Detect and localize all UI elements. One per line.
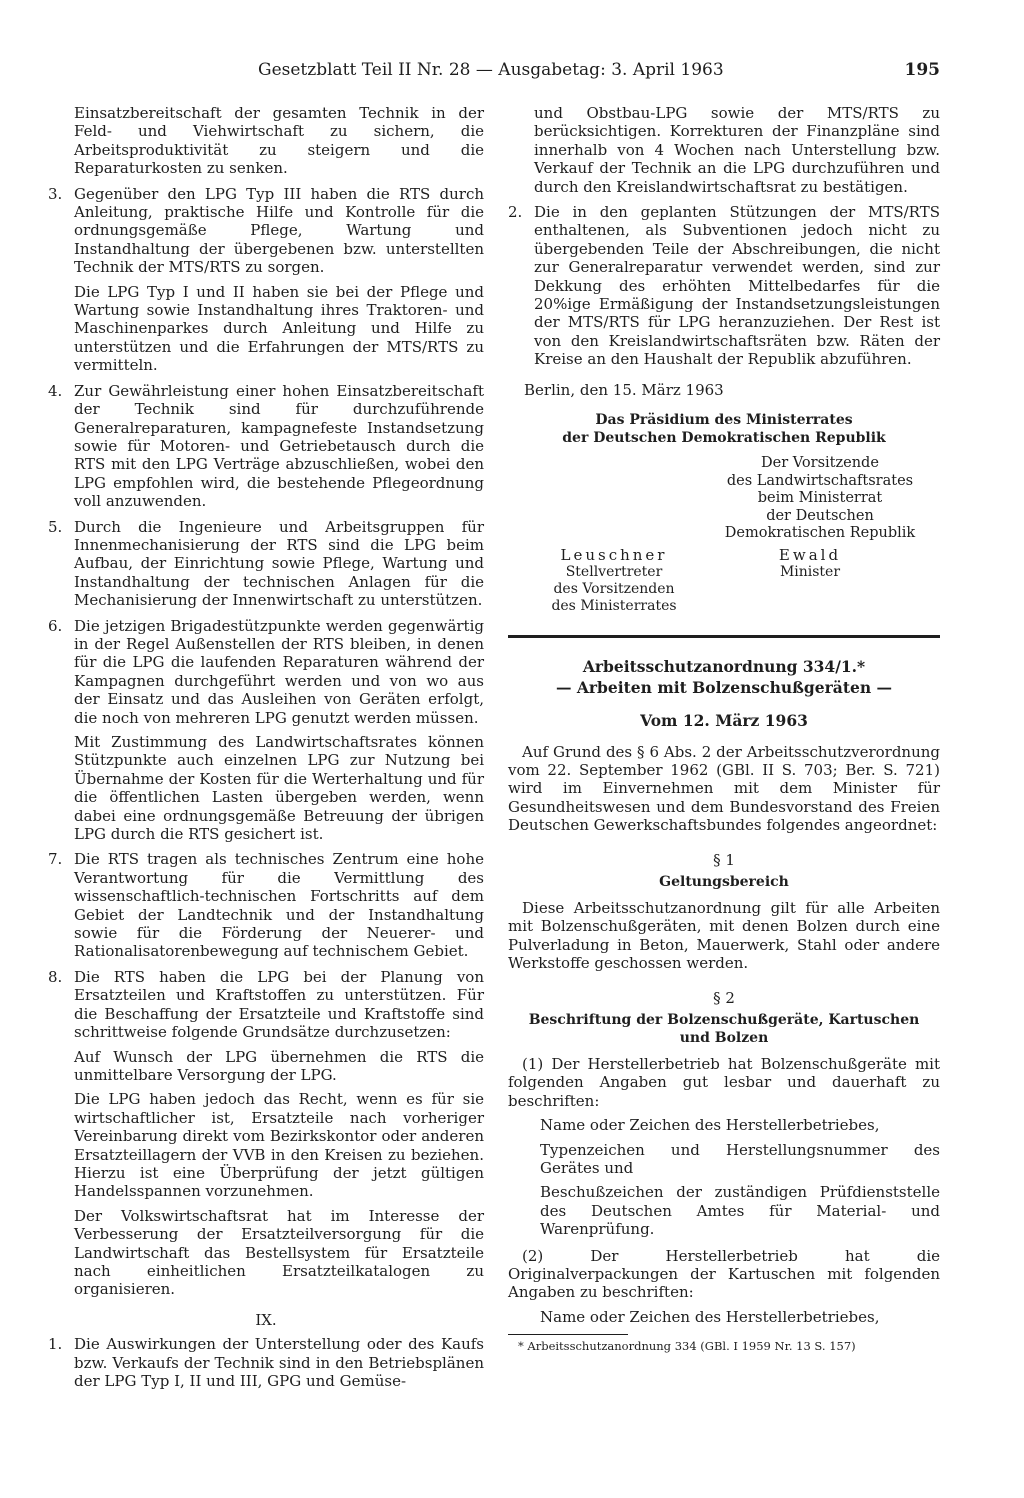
right-column [508,104,940,1353]
item-number: 4. [48,381,63,400]
office-line: des Landwirtschaftsrates [726,472,914,489]
item-subparagraph: Mit Zustimmung des Landwirtschaftsrates können Stützpunkte auch einzelnen LPG zur Nutzung bei Übernahme der Kosten für die Werterhaltung und für die öffentlichen Lasten übergeben werden, wenn dabei eine ordnungsgemäße Betreuung der übrigen LPG durch die RTS gesichert ist. [74,733,484,844]
list-item-ix-1 [48,1335,484,1390]
regulation-date: Vom 12. März 1963 [640,711,808,731]
list-item-7 [48,850,484,960]
item-subparagraph: Der Volkswirtschaftsrat hat im Interesse der Verbesserung der Ersatzteilversorgung für die Landwirtschaft das Bestellsystem für Ersatzteile nach einheitlichen Ersatzteilkatalogen zu organisieren. [74,1206,484,1299]
item-text: Zur Gewährleistung einer hohen Einsatzbereitschaft der Technik sind für durchzuführende Generalreparaturen, kampagnefeste Instandsetzung sowie für Motoren- und Getriebetausch durch die RTS mit den LPG Verträge abzuschließen, wobei den LPG empfohlen wird, die bestehende Pflegeordnung voll anzuwenden. [74,381,484,511]
label-list-item: Beschußzeichen der zuständigen Prüfdienststelle des Deutschen Amtes für Material- und Warenprüfung. [540,1183,940,1239]
item-text: Die in den geplanten Stützungen der MTS/RTS enthaltenen, als Subventionen jedoch nicht zu übergebenden Teile der Abschreibungen, die nicht zur Generalreparatur verwendet werden, sind zur Dekkung des erhöhten Mittelbedarfes für die 20%ige Ermäßigung der Instandsetzungsleistungen der MTS/RTS für LPG heranzuziehen. Der Rest ist von den Kreislandwirtschaftsräten bzw. Räten der Kreise an den Haushalt der Republik abzuführen. [534,203,940,369]
paragraph-2-title-line: und Bolzen [679,1029,769,1046]
signatory-ewald [740,547,880,581]
office-line: der Deutschen [766,507,874,524]
item-text: Die RTS haben die LPG bei der Planung von Ersatzteilen und Kraftstoffen zu unterstützen. Für die Beschaffung der Ersatzteile und Kraftstoffe sind schrittweise folgende Grundsätze durchzusetzen: [74,967,484,1042]
intro-paragraph: Einsatzbereitschaft der gesamten Technik in der Feld- und Viehwirtschaft zu sichern, die Arbeitsproduktivität zu steigern und die Reparaturkosten zu senken. [74,104,484,178]
section-heading-ix: IX. [255,1310,277,1329]
signatory-name: Ewald [778,546,842,565]
regulation-title-line: Arbeitsschutzanordnung 334/1.* [582,657,866,677]
item-subparagraph: Die LPG haben jedoch das Recht, wenn es für sie wirtschaftlicher ist, Ersatzteile nach vorheriger Vereinbarung direkt vom Bezirkskontor oder anderen Ersatzteillagern der VVB in den Kreisen zu beziehen. Hierzu ist eine Überprüfung der jetzt gültigen Handelsspannen vorzunehmen. [74,1090,484,1201]
signature-block [508,455,940,615]
office-line: beim Ministerrat [757,490,883,507]
paragraph-1-number: § 1 [713,850,735,869]
item-text: Die jetzigen Brigadestützpunkte werden gegenwärtig in der Regel Außenstellen der RTS bleiben, in denen für die LPG die laufenden Reparaturen während der Kampagnen durchgeführt werden und von wo aus der Einsatz und das Ausleihen von Geräten erfolgt, die noch von mehreren LPG genutzt werden müssen. [74,616,484,727]
footnote-rule [508,1334,628,1335]
footnote: * Arbeitsschutzanordnung 334 (GBl. I 1959 Nr. 13 S. 157) [518,1339,856,1354]
paragraph-2-title [508,1011,940,1047]
place-and-date: Berlin, den 15. März 1963 [524,380,724,399]
item-number: 1. [48,1335,63,1354]
item-subparagraph: Auf Wunsch der LPG übernehmen die RTS die unmittelbare Versorgung der LPG. [74,1047,484,1084]
paragraph-2-title-line: Beschriftung der Bolzenschußgeräte, Kartuschen [528,1011,920,1028]
signatory-name: Leuschner [560,546,668,565]
list-item-ix-2 [508,203,940,369]
office-line: Demokratischen Republik [724,525,916,542]
presidium-line: der Deutschen Demokratischen Republik [562,430,886,447]
list-item-6 [48,617,484,844]
signatory-title: des Ministerrates [551,598,677,615]
item-number: 7. [48,850,63,869]
regulation-subtitle-line: — Arbeiten mit Bolzenschußgeräten — [555,678,893,698]
signatory-title: des Vorsitzenden [553,581,675,598]
label-list-item: Name oder Zeichen des Herstellerbetriebes, [540,1307,880,1326]
signatory-leuschner [544,547,684,615]
list-item-8 [48,968,484,1299]
item-number: 3. [48,184,63,203]
paragraph-2-subsection-1: (1) Der Herstellerbetrieb hat Bolzenschußgeräte mit folgenden Angaben gut lesbar und dauerhaft zu beschriften: [508,1054,940,1110]
item-text: Die Auswirkungen der Unterstellung oder des Kaufs bzw. Verkaufs der Technik sind in den Betriebsplänen der LPG Typ I, II und III, GPG und Gemüse- [74,1335,484,1390]
page-header [60,60,940,88]
list-item-4 [48,382,484,511]
page-number: 195 [904,60,940,80]
item-number: 5. [48,517,63,536]
item-text: Die RTS tragen als technisches Zentrum eine hohe Verantwortung für die Vermittlung des wissenschaftlich-technischen Fortschritts auf dem Gebiet der Landtechnik und der Instandhaltung sowie für die Förderung der Neuerer- und Rationalisatorenbewegung auf technischem Gebiet. [74,850,484,961]
continued-paragraph: und Obstbau-LPG sowie der MTS/RTS zu berücksichtigen. Korrekturen der Finanzpläne sind innerhalb von 4 Wochen nach Unterstellung bzw. Verkauf der Technik an die LPG durchzuführen und durch den Kreislandwirtschaftsrat zu bestätigen. [534,104,940,196]
header-title: Gesetzblatt Teil II Nr. 28 — Ausgabetag: 3. April 1963 [258,60,724,80]
item-text: Gegenüber den LPG Typ III haben die RTS durch Anleitung, praktische Hilfe und Kontrolle für die ordnungsgemäße Pflege, Wartung und Instandhaltung der übergebenen bzw. unterstellten Technik der MTS/RTS zu sorgen. [74,184,484,277]
item-text: Durch die Ingenieure und Arbeitsgruppen für Innenmechanisierung der RTS sind die LPG beim Aufbau, der Einrichtung sowie Pflege, Wartung und Instandhaltung der technischen Anlagen für die Mechanisierung der Innenwirtschaft zu unterstützen. [74,517,484,610]
label-list-item: Typenzeichen und Herstellungsnummer des Gerätes und [540,1140,940,1177]
regulation-title [508,656,940,698]
signatory-title: Stellvertreter [565,564,663,581]
paragraph-1-title: Geltungsbereich [659,873,789,890]
signatory-title: Minister [779,564,841,581]
presidium-heading [508,411,940,447]
left-column [48,104,484,1397]
label-list-item: Name oder Zeichen des Herstellerbetriebes, [540,1116,880,1135]
item-number: 8. [48,967,63,986]
item-number: 2. [508,203,523,222]
regulation-preamble: Auf Grund des § 6 Abs. 2 der Arbeitsschutzverordnung vom 22. September 1962 (GBl. II S. 703; Ber. S. 721) wird im Einvernehmen mit dem Minister für Gesundheitswesen und dem Bundesvorstand des Freien Deutschen Gewerkschaftsbundes folgendes angeordnet: [508,742,940,835]
presidium-line: Das Präsidium des Ministerrates [595,412,853,429]
item-number: 6. [48,616,63,635]
paragraph-2-subsection-2: (2) Der Herstellerbetrieb hat die Originalverpackungen der Kartuschen mit folgenden Angaben zu beschriften: [508,1246,940,1302]
list-item-5 [48,518,484,610]
paragraph-1-text: Diese Arbeitsschutzanordnung gilt für alle Arbeiten mit Bolzenschußgeräten, mit denen Bolzen durch eine Pulverladung in Beton, Mauerwerk, Stahl oder andere Werkstoffe geschossen werden. [508,898,940,973]
paragraph-2-number: § 2 [713,988,735,1007]
item-subparagraph: Die LPG Typ I und II haben sie bei der Pflege und Wartung sowie Instandhaltung ihres Traktoren- und Maschinenparkes durch Anleitung und Hilfe zu unterstützen und die Erfahrungen der MTS/RTS zu vermitteln. [74,282,484,375]
office-line: Der Vorsitzende [761,455,879,472]
list-item-3 [48,185,484,375]
section-divider [508,635,940,638]
signatory-office [710,455,930,543]
